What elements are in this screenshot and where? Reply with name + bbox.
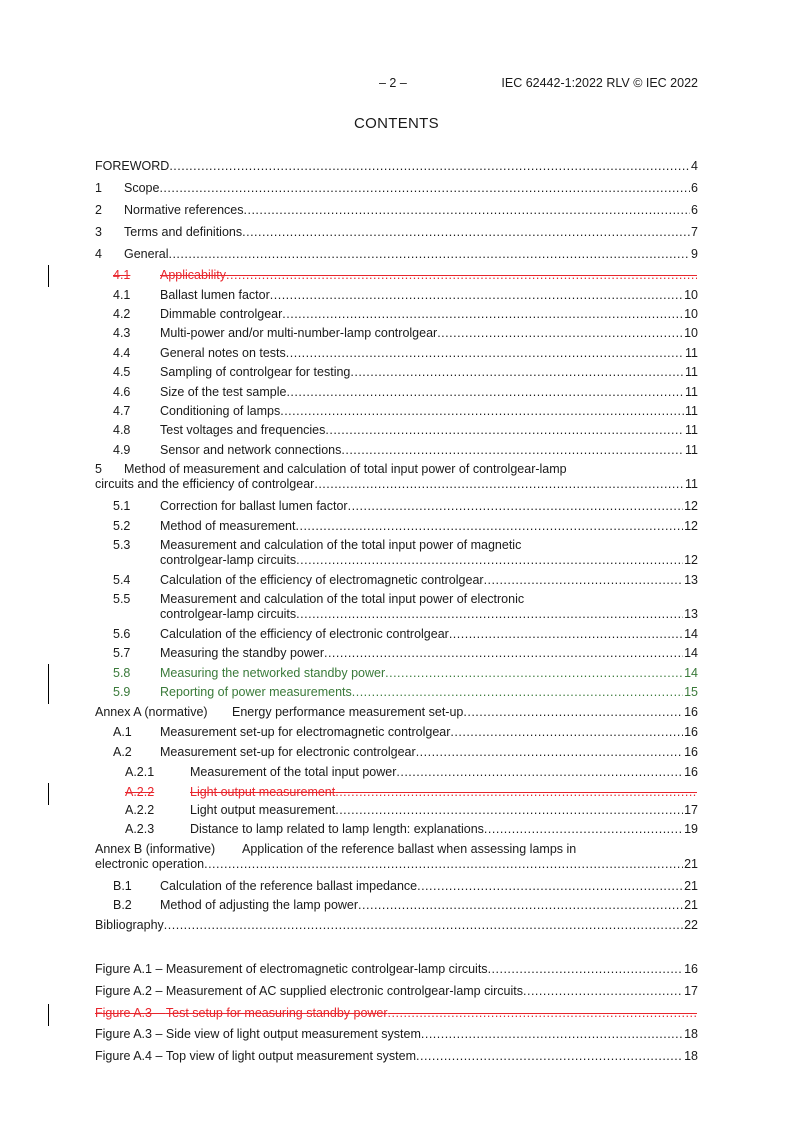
entry-page-number: 12 bbox=[684, 499, 698, 513]
entry-page-number: 9 bbox=[691, 247, 698, 261]
entry-number: B.2 bbox=[113, 898, 132, 912]
toc-entry[interactable] bbox=[95, 288, 698, 303]
entry-number: 4.8 bbox=[113, 423, 131, 437]
dot-leader bbox=[335, 785, 697, 800]
dot-leader bbox=[484, 573, 684, 588]
entry-title: Conditioning of lamps bbox=[160, 404, 281, 418]
dot-leader bbox=[358, 898, 683, 913]
entry-number: 5.2 bbox=[113, 519, 131, 533]
entry-number: 5.3 bbox=[113, 538, 131, 552]
entry-title: Measurement of the total input power bbox=[190, 765, 397, 779]
entry-number: 5.5 bbox=[113, 592, 131, 606]
entry-page-number: 16 bbox=[684, 962, 698, 976]
dot-leader bbox=[164, 918, 683, 933]
entry-number: A.2.2 bbox=[125, 785, 155, 799]
entry-title: FOREWORD bbox=[95, 159, 170, 173]
dot-leader bbox=[416, 1049, 683, 1064]
toc-entry[interactable] bbox=[95, 592, 698, 622]
entry-number: Figure A.2 bbox=[95, 984, 152, 998]
entry-page-number: 10 bbox=[684, 307, 698, 321]
entry-page-number: 21 bbox=[684, 898, 698, 912]
toc-entry[interactable] bbox=[95, 725, 698, 740]
dot-leader bbox=[204, 857, 683, 872]
toc-entry[interactable] bbox=[95, 225, 698, 240]
toc-entry[interactable] bbox=[95, 685, 698, 700]
entry-title: Measurement of electromagnetic controlgear-lamp circuits bbox=[165, 962, 488, 976]
entry-number: 3 bbox=[95, 225, 102, 239]
dot-leader bbox=[314, 477, 684, 492]
entry-number: 5.6 bbox=[113, 627, 131, 641]
toc-entry[interactable] bbox=[95, 918, 698, 933]
entry-title: Size of the test sample bbox=[160, 385, 287, 399]
dot-leader bbox=[324, 646, 683, 661]
entry-number: 4 bbox=[95, 247, 102, 261]
entry-number: A.2 bbox=[113, 745, 132, 759]
dot-leader bbox=[416, 745, 683, 760]
toc-entry[interactable] bbox=[95, 268, 698, 283]
entry-page-number: 11 bbox=[685, 385, 698, 399]
entry-number: 2 bbox=[95, 203, 102, 217]
entry-number: 4.4 bbox=[113, 346, 131, 360]
toc-entry[interactable] bbox=[95, 785, 698, 800]
dot-leader bbox=[286, 385, 684, 400]
entry-page-number: 14 bbox=[684, 646, 698, 660]
entry-title: Measurement of AC supplied electronic controlgear-lamp circuits bbox=[165, 984, 523, 998]
entry-number: 5.9 bbox=[113, 685, 131, 699]
entry-title-continued: electronic operation bbox=[95, 857, 205, 871]
entry-page-number: 6 bbox=[691, 203, 698, 217]
entry-number: A.2.2 bbox=[125, 803, 155, 817]
dot-leader bbox=[417, 879, 683, 894]
figure-separator: – bbox=[151, 1006, 166, 1020]
entry-number: Figure A.4 bbox=[95, 1049, 152, 1063]
entry-number: Figure A.3 bbox=[95, 1006, 152, 1020]
entry-title: Measurement set-up for electromagnetic controlgear bbox=[160, 725, 451, 739]
entry-page-number: 14 bbox=[684, 666, 698, 680]
entry-title: Multi-power and/or multi-number-lamp controlgear bbox=[160, 326, 438, 340]
dot-leader bbox=[350, 365, 684, 380]
entry-page-number: 12 bbox=[684, 553, 698, 567]
page-number: – 2 – bbox=[379, 76, 407, 90]
entry-title: Bibliography bbox=[95, 918, 164, 932]
entry-page-number: 18 bbox=[684, 1049, 698, 1063]
page-header bbox=[95, 76, 698, 92]
figure-separator: – bbox=[151, 984, 166, 998]
entry-page-number: 22 bbox=[684, 918, 698, 932]
entry-number: 4.9 bbox=[113, 443, 131, 457]
toc-entry[interactable] bbox=[95, 247, 698, 262]
dot-leader bbox=[335, 803, 683, 818]
toc-entry[interactable] bbox=[95, 203, 698, 218]
dot-leader bbox=[523, 984, 683, 999]
figure-list-item[interactable] bbox=[95, 1027, 698, 1042]
entry-title: Measurement and calculation of the total input power of magnetic bbox=[160, 538, 522, 552]
toc-entry[interactable] bbox=[95, 765, 698, 780]
dot-leader bbox=[437, 326, 683, 341]
entry-page-number: 13 bbox=[684, 573, 698, 587]
entry-page-number: 14 bbox=[684, 627, 698, 641]
figure-list-item[interactable] bbox=[95, 962, 698, 977]
entry-page-number: 4 bbox=[691, 159, 698, 173]
dot-leader bbox=[159, 181, 690, 196]
toc-entry[interactable] bbox=[95, 385, 698, 400]
toc-entry[interactable] bbox=[95, 803, 698, 818]
dot-leader bbox=[169, 159, 690, 174]
toc-entry[interactable] bbox=[95, 666, 698, 681]
toc-entry[interactable] bbox=[95, 646, 698, 661]
entry-title: General notes on tests bbox=[160, 346, 286, 360]
dot-leader bbox=[484, 822, 683, 837]
entry-title: Scope bbox=[124, 181, 160, 195]
entry-page-number: 11 bbox=[685, 423, 698, 437]
entry-title: Top view of light output measurement system bbox=[165, 1049, 417, 1063]
entry-page-number: 11 bbox=[685, 443, 698, 457]
figure-separator: – bbox=[151, 1027, 166, 1041]
entry-title: Measuring the standby power bbox=[160, 646, 324, 660]
entry-title-continued: controlgear-lamp circuits bbox=[160, 553, 297, 567]
entry-page-number: 16 bbox=[684, 725, 698, 739]
dot-leader bbox=[242, 225, 690, 240]
toc-entry[interactable] bbox=[95, 462, 698, 492]
dot-leader bbox=[463, 705, 683, 720]
entry-page-number: 21 bbox=[684, 879, 698, 893]
entry-page-number: 12 bbox=[684, 519, 698, 533]
entry-number: 5 bbox=[95, 462, 102, 476]
toc-entry[interactable] bbox=[95, 573, 698, 588]
figure-separator: – bbox=[151, 1049, 166, 1063]
dot-leader bbox=[341, 443, 684, 458]
dot-leader bbox=[168, 247, 690, 262]
entry-title: Energy performance measurement set-up bbox=[232, 705, 464, 719]
entry-number: Figure A.1 bbox=[95, 962, 152, 976]
dot-leader bbox=[348, 499, 684, 514]
entry-number: 4.1 bbox=[113, 268, 131, 282]
entry-title: Method of measurement and calculation of total input power of controlgear-lamp bbox=[124, 462, 567, 476]
dot-leader bbox=[325, 423, 684, 438]
dot-leader bbox=[388, 1006, 697, 1021]
change-bar bbox=[48, 1004, 49, 1026]
entry-page-number: 7 bbox=[691, 225, 698, 239]
toc-entry[interactable] bbox=[95, 404, 698, 419]
entry-title: Reporting of power measurements bbox=[160, 685, 352, 699]
entry-title: Light output measurement bbox=[190, 803, 336, 817]
entry-title: Measuring the networked standby power bbox=[160, 666, 386, 680]
entry-title: Sampling of controlgear for testing bbox=[160, 365, 351, 379]
dot-leader bbox=[421, 1027, 683, 1042]
entry-page-number: 17 bbox=[684, 803, 698, 817]
dot-leader bbox=[296, 607, 683, 622]
entry-title-continued: circuits and the efficiency of controlgear bbox=[95, 477, 315, 491]
dot-leader bbox=[244, 203, 691, 218]
figure-list-item[interactable] bbox=[95, 984, 698, 999]
toc-entry[interactable] bbox=[95, 879, 698, 894]
entry-title: Calculation of the efficiency of electromagnetic controlgear bbox=[160, 573, 484, 587]
entry-page-number: 10 bbox=[684, 288, 698, 302]
toc-entry[interactable] bbox=[95, 745, 698, 760]
entry-number: Figure A.3 bbox=[95, 1027, 152, 1041]
entry-number: Annex B (informative) bbox=[95, 842, 216, 856]
toc-entry[interactable] bbox=[95, 627, 698, 642]
entry-page-number: 11 bbox=[685, 477, 698, 491]
entry-title: Measurement and calculation of the total input power of electronic bbox=[160, 592, 525, 606]
entry-page-number: 11 bbox=[685, 404, 698, 418]
entry-title: Measurement set-up for electronic controlgear bbox=[160, 745, 416, 759]
figure-separator: – bbox=[151, 962, 166, 976]
standard-reference: IEC 62442-1:2022 RLV © IEC 2022 bbox=[501, 76, 698, 90]
entry-number: 5.7 bbox=[113, 646, 131, 660]
entry-page-number: 18 bbox=[684, 1027, 698, 1041]
entry-number: B.1 bbox=[113, 879, 132, 893]
entry-title: Test voltages and frequencies bbox=[160, 423, 326, 437]
toc-entry[interactable] bbox=[95, 365, 698, 380]
entry-number: 1 bbox=[95, 181, 102, 195]
toc-entry[interactable] bbox=[95, 842, 698, 872]
dot-leader bbox=[450, 725, 683, 740]
toc-entry[interactable] bbox=[95, 499, 698, 514]
entry-title: Dimmable controlgear bbox=[160, 307, 283, 321]
entry-title: Distance to lamp related to lamp length: explanations bbox=[190, 822, 484, 836]
entry-number: Annex A (normative) bbox=[95, 705, 208, 719]
toc-entry[interactable] bbox=[95, 538, 698, 568]
dot-leader bbox=[226, 268, 697, 283]
entry-page-number: 13 bbox=[684, 607, 698, 621]
toc-entry[interactable] bbox=[95, 346, 698, 361]
toc-entry[interactable] bbox=[95, 326, 698, 341]
entry-title: Test setup for measuring standby power bbox=[165, 1006, 388, 1020]
entry-title-continued: controlgear-lamp circuits bbox=[160, 607, 297, 621]
dot-leader bbox=[488, 962, 684, 977]
dot-leader bbox=[280, 404, 684, 419]
toc-entry[interactable] bbox=[95, 181, 698, 196]
dot-leader bbox=[396, 765, 683, 780]
toc-entry[interactable] bbox=[95, 423, 698, 438]
change-bar bbox=[48, 783, 49, 805]
entry-number: 4.3 bbox=[113, 326, 131, 340]
entry-number: 5.1 bbox=[113, 499, 131, 513]
entry-title: Terms and definitions bbox=[124, 225, 243, 239]
dot-leader bbox=[352, 685, 683, 700]
entry-title: Ballast lumen factor bbox=[160, 288, 270, 302]
dot-leader bbox=[385, 666, 683, 681]
entry-title: Light output measurement bbox=[190, 785, 336, 799]
entry-page-number: 16 bbox=[684, 745, 698, 759]
entry-title: Normative references bbox=[124, 203, 244, 217]
entry-page-number: 17 bbox=[684, 984, 698, 998]
entry-number: 4.5 bbox=[113, 365, 131, 379]
change-bar bbox=[48, 265, 49, 287]
dot-leader bbox=[296, 519, 684, 534]
entry-page-number: 19 bbox=[684, 822, 698, 836]
toc-entry[interactable] bbox=[95, 898, 698, 913]
dot-leader bbox=[449, 627, 683, 642]
entry-number: 5.4 bbox=[113, 573, 131, 587]
entry-page-number: 21 bbox=[684, 857, 698, 871]
entry-title: Correction for ballast lumen factor bbox=[160, 499, 348, 513]
entry-title: Applicability bbox=[160, 268, 227, 282]
entry-page-number: 16 bbox=[684, 705, 698, 719]
change-bar bbox=[48, 664, 49, 704]
entry-number: 4.7 bbox=[113, 404, 131, 418]
entry-number: A.2.3 bbox=[125, 822, 155, 836]
entry-title: General bbox=[124, 247, 169, 261]
entry-page-number: 10 bbox=[684, 326, 698, 340]
entry-page-number: 11 bbox=[685, 346, 698, 360]
figure-list-item[interactable] bbox=[95, 1006, 698, 1021]
entry-page-number: 15 bbox=[684, 685, 698, 699]
entry-number: 5.8 bbox=[113, 666, 131, 680]
toc-entry[interactable] bbox=[95, 822, 698, 837]
entry-number: 4.2 bbox=[113, 307, 131, 321]
entry-number: A.2.1 bbox=[125, 765, 155, 779]
entry-number: 4.6 bbox=[113, 385, 131, 399]
entry-title: Calculation of the efficiency of electronic controlgear bbox=[160, 627, 449, 641]
dot-leader bbox=[296, 553, 683, 568]
dot-leader bbox=[282, 307, 683, 322]
entry-number: A.1 bbox=[113, 725, 132, 739]
entry-page-number: 11 bbox=[685, 365, 698, 379]
entry-title: Method of measurement bbox=[160, 519, 296, 533]
entry-page-number: 16 bbox=[684, 765, 698, 779]
entry-title: Side view of light output measurement system bbox=[165, 1027, 421, 1041]
toc-entry[interactable] bbox=[95, 519, 698, 534]
toc-entry[interactable] bbox=[95, 443, 698, 458]
dot-leader bbox=[270, 288, 683, 303]
entry-title: Calculation of the reference ballast impedance bbox=[160, 879, 418, 893]
entry-number: 4.1 bbox=[113, 288, 131, 302]
entry-title: Application of the reference ballast when assessing lamps in bbox=[242, 842, 577, 856]
entry-title: Sensor and network connections bbox=[160, 443, 342, 457]
toc-entry[interactable] bbox=[95, 159, 698, 174]
page-title: CONTENTS bbox=[354, 115, 439, 132]
figure-list-item[interactable] bbox=[95, 1049, 698, 1064]
dot-leader bbox=[286, 346, 684, 361]
entry-page-number: 6 bbox=[691, 181, 698, 195]
toc-entry[interactable] bbox=[95, 307, 698, 322]
entry-title: Method of adjusting the lamp power bbox=[160, 898, 359, 912]
toc-entry[interactable] bbox=[95, 705, 698, 720]
